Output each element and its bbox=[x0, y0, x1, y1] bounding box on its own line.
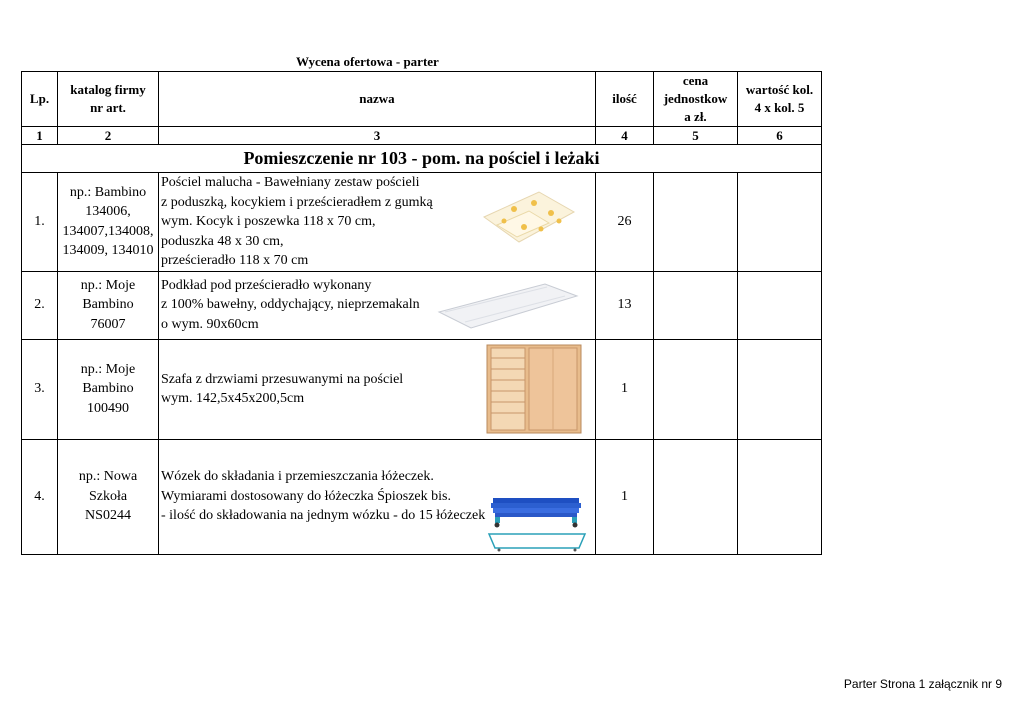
header-catalog-line2: nr art. bbox=[90, 100, 126, 115]
row-catalog bbox=[58, 271, 159, 339]
header-price-line1: cena bbox=[682, 73, 709, 88]
desc-line: o wym. 90x60cm bbox=[161, 316, 259, 332]
row-price bbox=[654, 439, 738, 554]
row-value bbox=[738, 439, 822, 554]
page-footer: Parter Strona 1 załącznik nr 9 bbox=[843, 677, 1002, 691]
row-qty: 13 bbox=[596, 271, 654, 339]
row-lp: 1. bbox=[22, 173, 58, 272]
header-row bbox=[22, 72, 822, 127]
header-catalog bbox=[58, 72, 159, 127]
catalog-line: np.: Moje bbox=[80, 361, 136, 377]
row-value bbox=[738, 339, 822, 439]
column-number: 3 bbox=[159, 127, 596, 145]
header-price bbox=[654, 72, 738, 127]
catalog-line: NS0244 bbox=[85, 508, 131, 524]
row-value bbox=[738, 173, 822, 272]
room-title: Pomieszczenie nr 103 - pom. na pościel i leżaki bbox=[22, 145, 822, 173]
catalog-line: 100490 bbox=[87, 400, 129, 416]
desc-line: Szafa z drzwiami przesuwanymi na pościel bbox=[161, 371, 404, 387]
row-catalog bbox=[58, 439, 159, 554]
catalog-line: 134009, 134010 bbox=[62, 243, 154, 259]
column-number: 2 bbox=[58, 127, 159, 145]
header-lp: Lp. bbox=[22, 72, 58, 127]
desc-line: Wymiarami dostosowany do łóżeczka Śpioszek bis. bbox=[161, 488, 451, 504]
desc-line: poduszka 48 x 30 cm, bbox=[161, 233, 284, 249]
row-lp: 3. bbox=[22, 339, 58, 439]
catalog-line: Szkoła bbox=[88, 488, 128, 504]
desc-line: - ilość do składowania na jednym wózku - do 15 łóżeczek bbox=[161, 508, 486, 524]
row-catalog bbox=[58, 173, 159, 272]
row-catalog bbox=[58, 339, 159, 439]
table-row bbox=[22, 271, 822, 339]
row-value bbox=[738, 271, 822, 339]
catalog-line: 134007,134008, bbox=[62, 223, 154, 239]
row-lp: 2. bbox=[22, 271, 58, 339]
column-number-row bbox=[22, 127, 822, 145]
row-price bbox=[654, 173, 738, 272]
header-qty: ilość bbox=[596, 72, 654, 127]
desc-line: z poduszką, kocykiem i prześcieradłem z gumką bbox=[161, 194, 433, 210]
column-number: 4 bbox=[596, 127, 654, 145]
header-price-line3: a zł. bbox=[684, 109, 707, 124]
quote-table bbox=[21, 71, 822, 555]
catalog-line: np.: Bambino bbox=[69, 184, 147, 200]
column-number: 5 bbox=[654, 127, 738, 145]
row-price bbox=[654, 271, 738, 339]
room-row bbox=[22, 145, 822, 173]
row-qty: 26 bbox=[596, 173, 654, 272]
row-lp: 4. bbox=[22, 439, 58, 554]
catalog-line: Bambino bbox=[82, 297, 134, 313]
catalog-line: np.: Moje bbox=[80, 277, 136, 293]
header-value-line2: 4 x kol. 5 bbox=[754, 100, 805, 115]
document-title: Wycena ofertowa - parter bbox=[296, 54, 439, 69]
catalog-line: 134006, bbox=[85, 204, 131, 220]
desc-line: Pościel malucha - Bawełniany zestaw pościeli bbox=[161, 175, 420, 190]
table-row bbox=[22, 439, 822, 554]
catalog-line: Bambino bbox=[82, 381, 134, 397]
row-price bbox=[654, 339, 738, 439]
desc-line: prześcieradło 118 x 70 cm bbox=[161, 253, 309, 268]
header-catalog-line1: katalog firmy bbox=[70, 82, 146, 97]
table-row bbox=[22, 339, 822, 439]
column-number: 6 bbox=[738, 127, 822, 145]
row-description bbox=[159, 271, 596, 339]
desc-line: Podkład pod prześcieradło wykonany bbox=[161, 277, 372, 293]
desc-line: Wózek do składania i przemieszczania łóżeczek. bbox=[161, 469, 434, 485]
desc-line: wym. 142,5x45x200,5cm bbox=[161, 391, 305, 406]
desc-line: wym. Kocyk i poszewka 118 x 70 cm, bbox=[161, 214, 376, 229]
header-price-line2: jednostkow bbox=[663, 91, 728, 106]
row-qty: 1 bbox=[596, 339, 654, 439]
catalog-line: np.: Nowa bbox=[78, 469, 138, 485]
row-qty: 1 bbox=[596, 439, 654, 554]
row-description bbox=[159, 439, 596, 554]
table-row bbox=[22, 173, 822, 272]
row-description bbox=[159, 173, 596, 272]
header-value-line1: wartość kol. bbox=[745, 82, 814, 97]
header-value bbox=[738, 72, 822, 127]
row-description bbox=[159, 339, 596, 439]
header-name: nazwa bbox=[159, 72, 596, 127]
catalog-line: 76007 bbox=[90, 316, 126, 332]
desc-line: z 100% bawełny, oddychający, nieprzemakaln bbox=[161, 297, 420, 313]
column-number: 1 bbox=[22, 127, 58, 145]
